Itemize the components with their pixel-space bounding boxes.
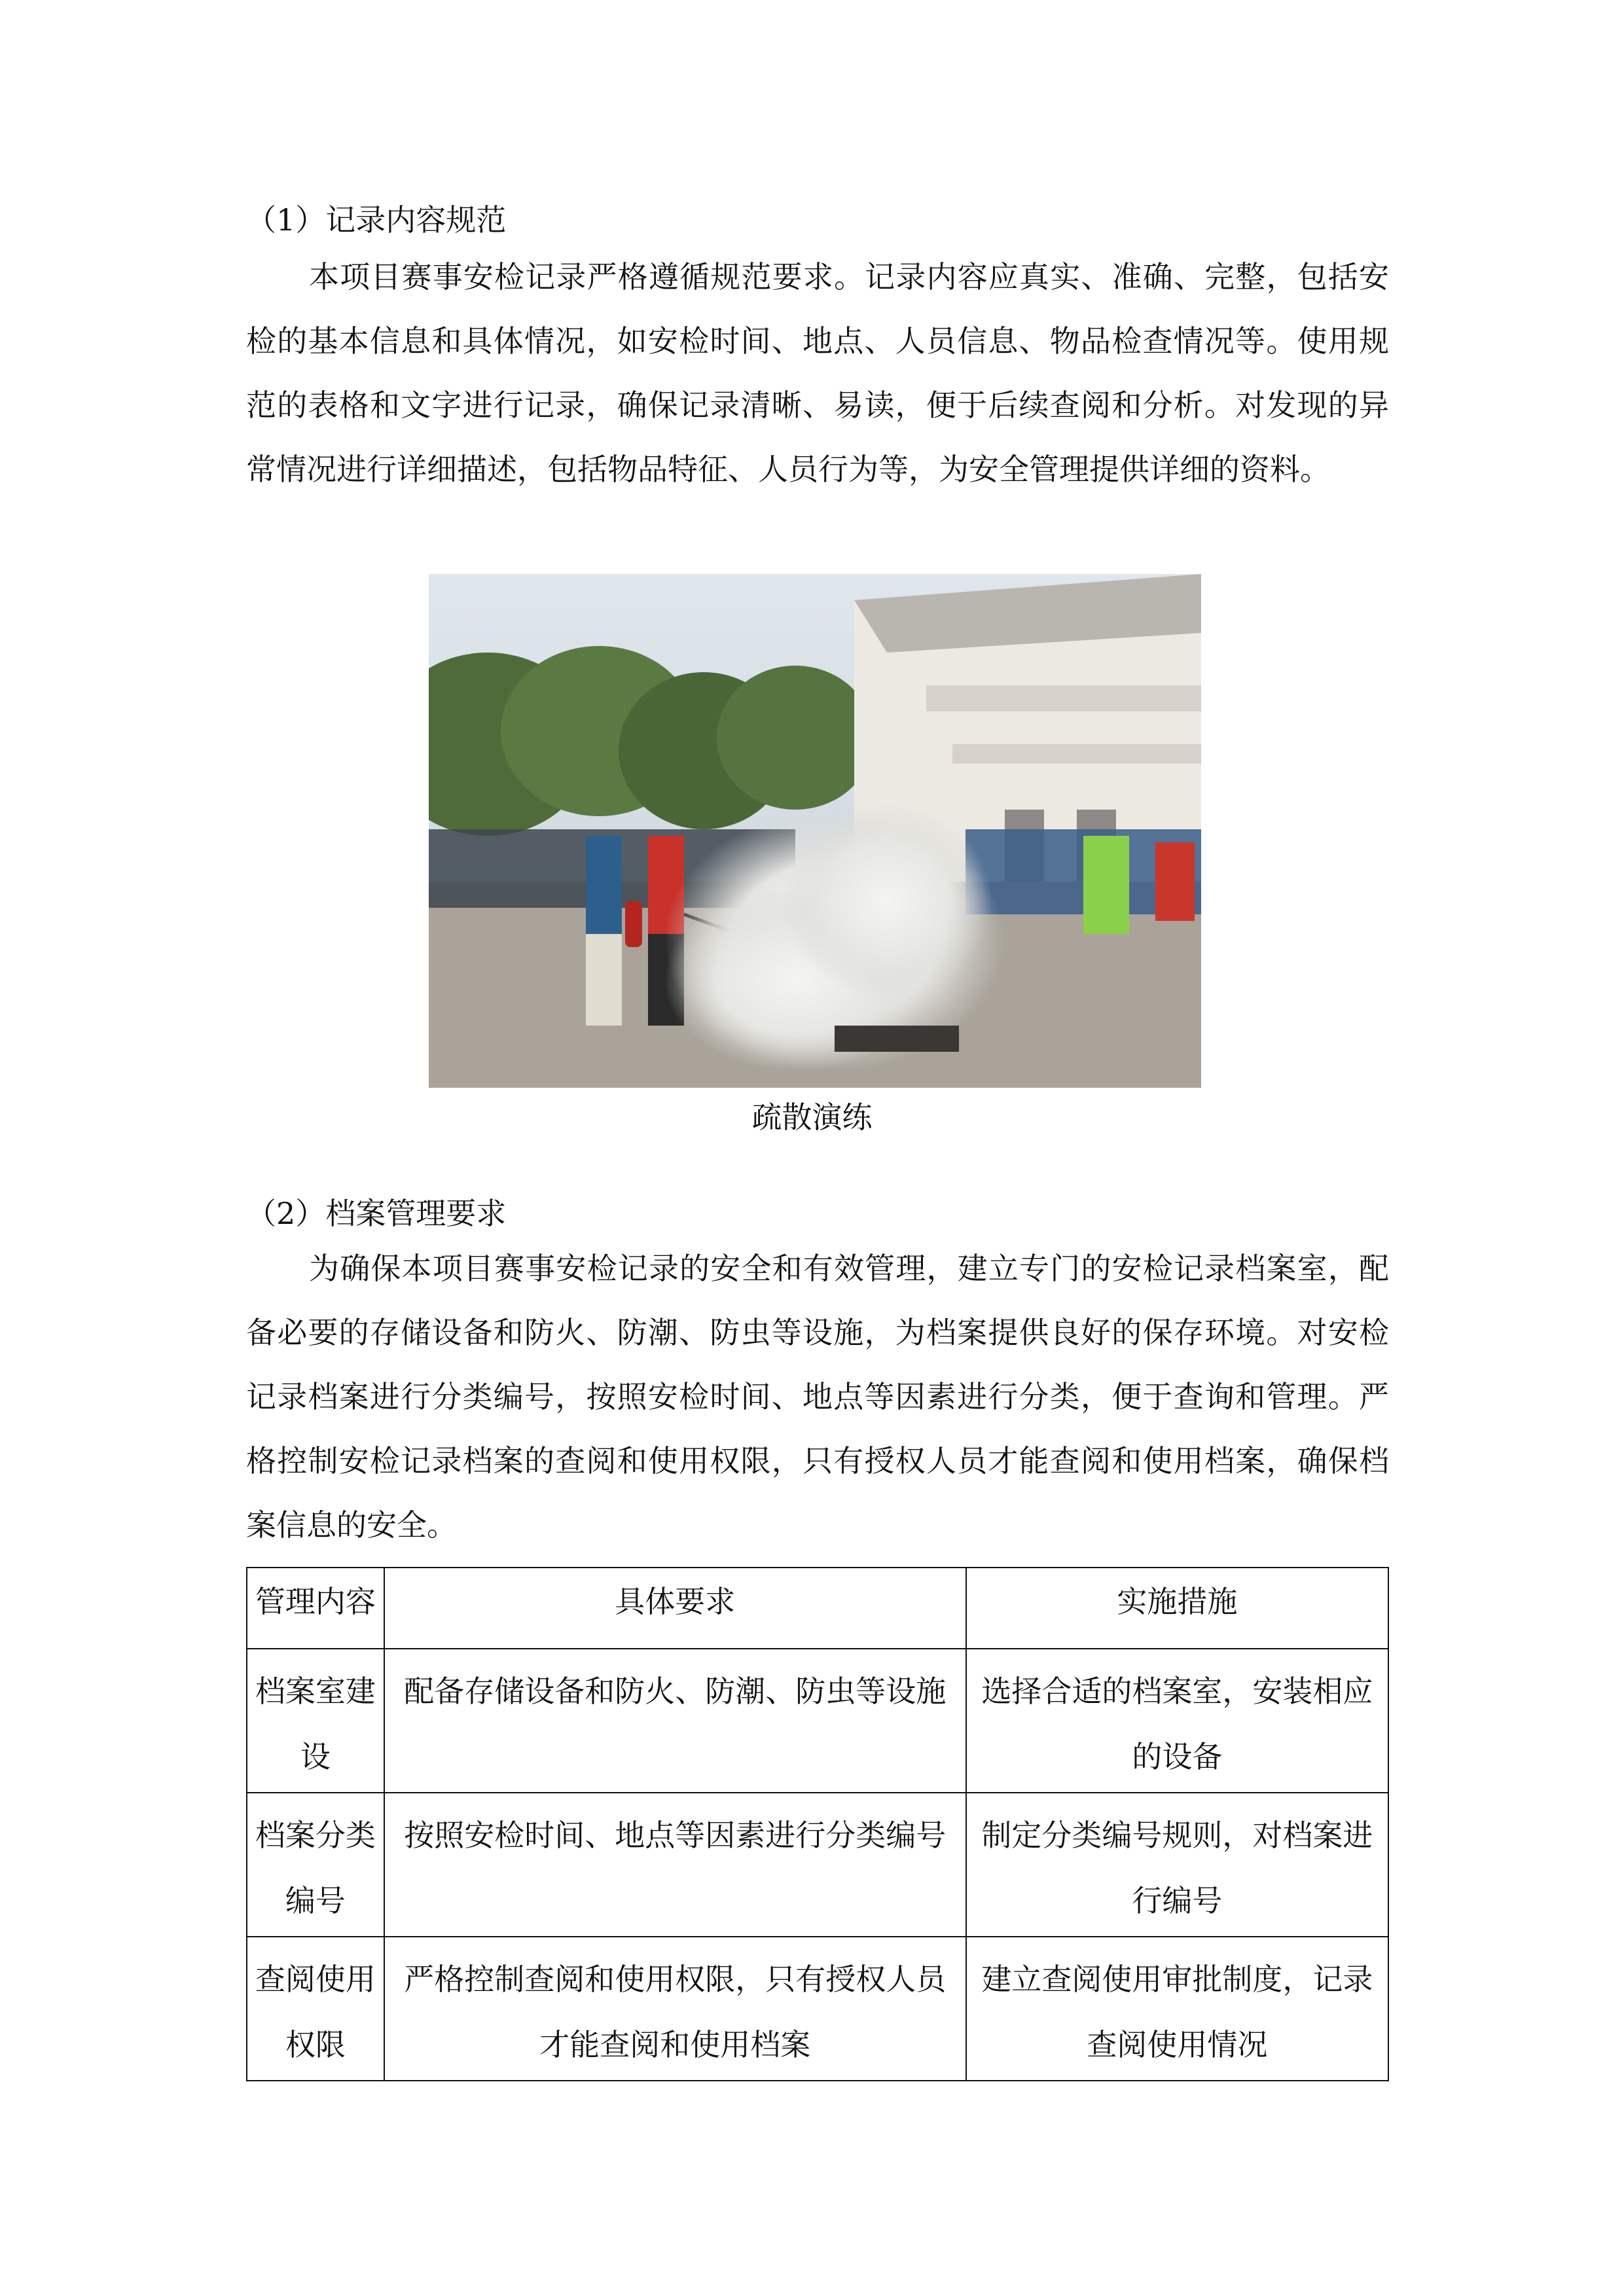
table-cell: 制定分类编号规则，对档案进行编号 (966, 1793, 1388, 1937)
table-cell: 档案室建设 (247, 1649, 384, 1793)
section-1-paragraph: 本项目赛事安检记录严格遵循规范要求。记录内容应真实、准确、完整，包括安检的基本信息和具体情况，如安检时间、地点、人员信息、物品检查情况等。使用规范的表格和文字进行记录，确保记录清晰、易读，便于后续查阅和分析。对发现的异常情况进行详细描述，包括物品特征、人员行为等，为安全管理提供详细的资料。 (246, 259, 1389, 487)
table-header-cell: 实施措施 (966, 1568, 1388, 1649)
table-cell: 严格控制查阅和使用权限，只有授权人员才能查阅和使用档案 (384, 1937, 966, 2081)
table-header-cell: 具体要求 (384, 1568, 966, 1649)
table-cell: 配备存储设备和防火、防潮、防虫等设施 (384, 1649, 966, 1793)
table-cell: 查阅使用权限 (247, 1937, 384, 2081)
table-cell: 建立查阅使用审批制度，记录查阅使用情况 (966, 1937, 1388, 2081)
table-cell: 选择合适的档案室，安装相应的设备 (966, 1649, 1388, 1793)
table-header-cell: 管理内容 (247, 1568, 384, 1649)
section-2-paragraph: 为确保本项目赛事安检记录的安全和有效管理，建立专门的安检记录档案室，配备必要的存储设备和防火、防潮、防虫等设施，为档案提供良好的保存环境。对安检记录档案进行分类编号，按照安检时间、地点等因素进行分类，便于查询和管理。严格控制安检记录档案的查阅和使用权限，只有授权人员才能查阅和使用档案，确保档案信息的安全。 (246, 1251, 1389, 1543)
evacuation-drill-photo (429, 574, 1201, 1088)
table-cell: 按照安检时间、地点等因素进行分类编号 (384, 1793, 966, 1937)
section-2-heading: （2）档案管理要求 (246, 1196, 507, 1231)
section-1-heading: （1）记录内容规范 (246, 202, 507, 238)
table-row (247, 1793, 1388, 1937)
table-cell: 档案分类编号 (247, 1793, 384, 1937)
figure-caption: 疏散演练 (751, 1100, 873, 1135)
table-row (247, 1937, 1388, 2081)
archive-management-table (246, 1567, 1389, 2081)
table-row (247, 1649, 1388, 1793)
table-header-row (247, 1568, 1388, 1649)
